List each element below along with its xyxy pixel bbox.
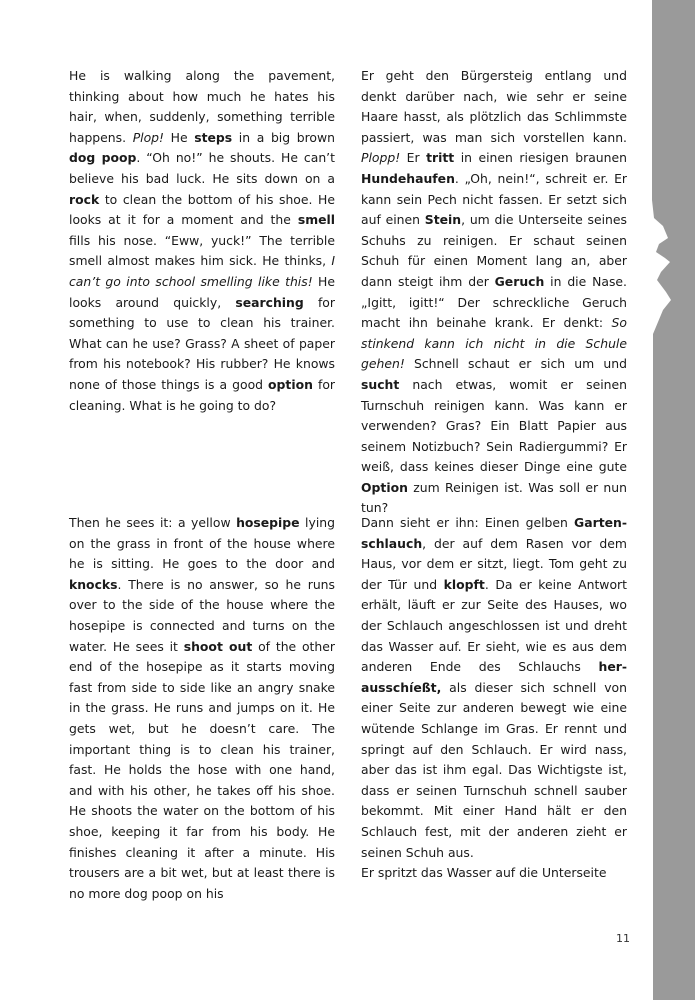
page-number: 11: [616, 932, 630, 945]
vocabulary-term: herausschíeßt,: [361, 659, 627, 695]
italic-text: I can’t go into school smelling like this!: [69, 253, 335, 289]
vocabulary-term: shoot out: [183, 638, 253, 654]
vocabulary-term: Gartenschlauch: [361, 515, 627, 551]
english-paragraph-2: Then he sees it: a yellow hosepipe lying on the grass in front of the house where he is sitting. He goes to the door and knocks. There is no answer, so he runs over to the side of the house where the hosepipe is connected and turns on the water. He sees it shoot out of the other end of the hosepipe as it starts moving fast from side to side like an angry snake in the grass. He runs and jumps on it. He gets wet, but he doesn’t care. The important thing is to clean his trainer, fast. He holds the hose with one hand, and with his other, he takes off his shoe. He shoots the water on the bottom of his shoe, keeping it far from his body. He finishes cleaning it after a minute. His trousers are a bit wet, but at least there is no more dog poop on his: [69, 515, 335, 901]
vocabulary-term: Hundehaufen: [361, 170, 455, 186]
german-column-2: [361, 513, 627, 884]
vocabulary-term: smell: [297, 212, 335, 228]
german-paragraph-3: Er spritzt das Wasser auf die Unterseite: [361, 865, 607, 881]
vocabulary-term: dog poop: [69, 150, 137, 166]
vocabulary-term: option: [268, 376, 313, 392]
vocabulary-term: klopft: [443, 576, 485, 592]
italic-text: Plop!: [132, 129, 165, 145]
vocabulary-term: Geruch: [494, 273, 545, 289]
torn-edge-shape: [652, 0, 695, 1000]
german-paragraph-1: Er geht den Bürgersteig entlang und denkt darüber nach, wie sehr er seine Haare hasst, als plötzlich das Schlimmste passiert, was man sich vorstellen kann. Plopp! Er tritt in einen riesigen braunen Hundehaufen. „Oh, nein!“, schreit er. Er kann sein Pech nicht fassen. Er setzt sich auf einen Stein, um die Unterseite seines Schuhs zu reinigen. Er schaut seinen Schuh für einen Moment lang an, aber dann steigt ihm der Geruch in die Nase. „Igitt, igitt!“ Der schreckliche Geruch macht ihn beinahe krank. Er denkt: So stinkend kann ich nicht in die Schule gehen! Schnell schaut er sich um und sucht nach etwas, womit er seinen Turnschuh reinigen kann. Was kann er verwenden? Gras? Ein Blatt Papier aus seinem Notizbuch? Sein Radiergummi? Er weiß, dass keines dieser Dinge eine gute Option zum Reinigen ist. Was soll er nun tun?: [361, 68, 627, 516]
vocabulary-term: Option: [361, 479, 408, 495]
german-paragraph-2: Dann sieht er ihn: Einen gelben Gartenschlauch, der auf dem Rasen vor dem Haus, vor dem er sitzt, liegt. Tom geht zu der Tür und klopft. Da er keine Antwort erhält, läuft er zur Seite des Hauses, wo der Schlauch angeschlossen ist und dreht das Wasser auf. Er sieht, wie es aus dem anderen Ende des Schlauchs herausschíeßt, als dieser sich schnell von einer Seite zur anderen bewegt wie eine wütende Schlange im Gras. Er rennt und springt auf den Schlauch. Er wird nass, aber das ist ihm egal. Das Wichtigste ist, dass er seinen Turnschuh schnell sauber bekommt. Mit einer Hand hält er den Schlauch fest, mit der anderen zieht er seinen Schuh aus.: [361, 515, 627, 860]
vocabulary-term: knocks: [69, 576, 118, 592]
english-paragraph-1: He is walking along the pavement, thinking about how much he hates his hair, when, suddenly, something terrible happens. Plop! He steps in a big brown dog poop. “Oh no!” he shouts. He can’t believe his bad luck. He sits down on a rock to clean the bottom of his shoe. He looks at it for a moment and the smell fills his nose. “Eww, yuck!” The terrible smell almost makes him sick. He thinks, I can’t go into school smelling like this! He looks around quickly, searching for something to use to clean his trainer. What can he use? Grass? A sheet of paper from his notebook? His rubber? He knows none of those things is a good option for cleaning. What is he going to do?: [69, 68, 335, 413]
vocabulary-term: Stein: [424, 212, 462, 228]
vocabulary-term: steps: [194, 129, 233, 145]
vocabulary-term: sucht: [361, 376, 400, 392]
italic-text: So stinkend kann ich nicht in die Schule gehen!: [361, 315, 627, 372]
vocabulary-term: tritt: [426, 150, 455, 166]
vocabulary-term: rock: [69, 191, 100, 207]
vocabulary-term: hosepipe: [236, 515, 300, 530]
italic-text: Plopp!: [361, 150, 401, 166]
vocabulary-term: searching: [235, 294, 304, 310]
